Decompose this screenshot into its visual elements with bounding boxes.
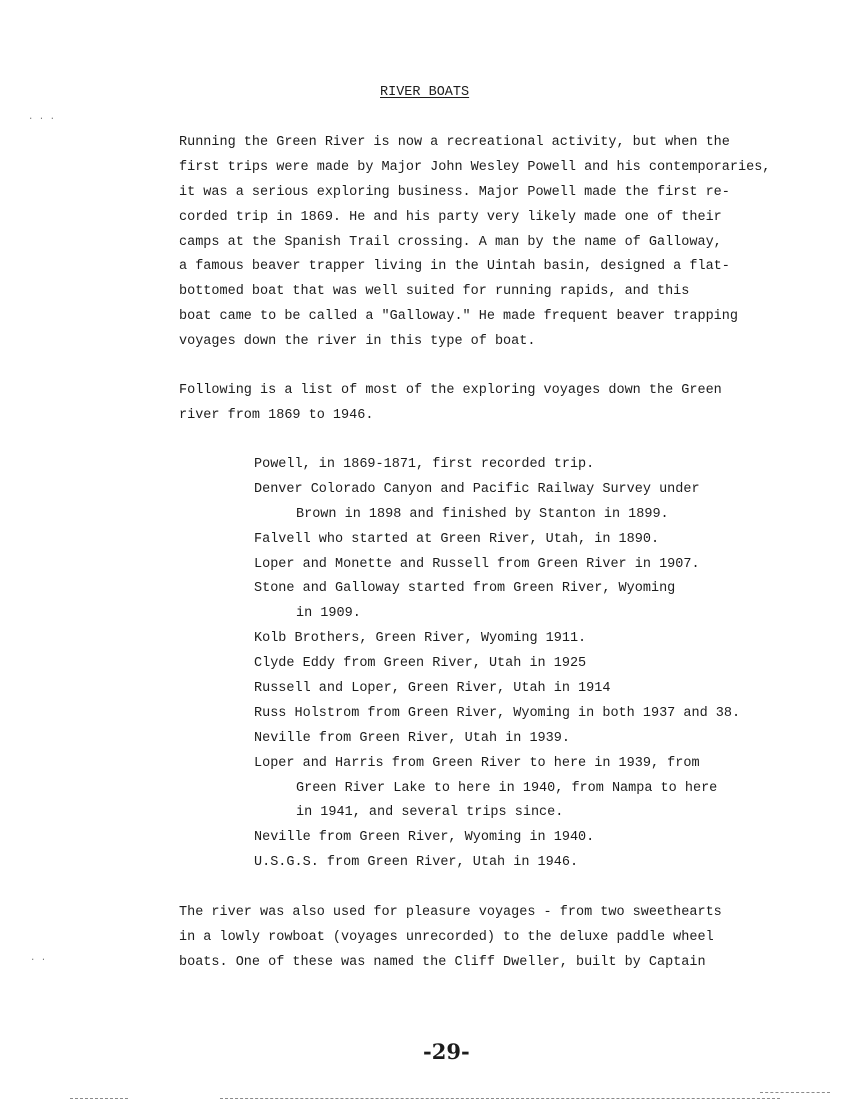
voyage-item: Loper and Monette and Russell from Green River in 1907. — [254, 556, 700, 572]
page-number: -29- — [423, 1039, 470, 1064]
paragraph-line: The river was also used for pleasure voyages - from two sweethearts — [179, 905, 722, 920]
paragraph-pleasure-voyages — [179, 901, 722, 976]
voyage-item: Loper and Harris from Green River to here in 1939, from — [254, 755, 700, 771]
paragraph-line: it was a serious exploring business. Major Powell made the first re- — [179, 184, 730, 200]
scan-edge-line — [70, 1098, 128, 1099]
scan-speck: . . . — [28, 112, 56, 122]
voyage-item: Stone and Galloway started from Green River, Wyoming — [254, 581, 676, 597]
voyage-item: Denver Colorado Canyon and Pacific Railway Survey under — [254, 481, 700, 497]
voyage-item: Neville from Green River, Utah in 1939. — [254, 730, 570, 746]
scan-speck: . . — [30, 953, 47, 963]
paragraph-list-intro — [179, 379, 722, 429]
voyage-item-continued: Brown in 1898 and finished by Stanton in 1899. — [296, 506, 669, 522]
paragraph-line: voyages down the river in this type of boat. — [179, 334, 536, 350]
voyage-item: Russell and Loper, Green River, Utah in 1914 — [254, 681, 611, 697]
paragraph-line: a famous beaver trapper living in the Uintah basin, designed a flat- — [179, 259, 730, 275]
voyage-item-continued: in 1909. — [296, 606, 361, 622]
paragraph-line: in a lowly rowboat (voyages unrecorded) to the deluxe paddle wheel — [179, 929, 714, 945]
paragraph-line: camps at the Spanish Trail crossing. A man by the name of Galloway, — [179, 234, 722, 250]
voyage-item: Powell, in 1869-1871, first recorded trip. — [254, 457, 595, 472]
paragraph-line: bottomed boat that was well suited for running rapids, and this — [179, 284, 690, 300]
paragraph-line: Running the Green River is now a recreational activity, but when the — [179, 135, 730, 150]
voyage-item: U.S.G.S. from Green River, Utah in 1946. — [254, 855, 579, 871]
paragraph-line: corded trip in 1869. He and his party very likely made one of their — [179, 209, 722, 225]
page-title: RIVER BOATS — [380, 85, 470, 100]
voyage-item: Russ Holstrom from Green River, Wyoming in both 1937 and 38. — [254, 705, 741, 721]
scan-edge-line — [220, 1098, 780, 1099]
paragraph-line: boats. One of these was named the Cliff Dweller, built by Captain — [179, 954, 706, 970]
scan-edge-line — [760, 1092, 830, 1093]
voyage-item-continued: Green River Lake to here in 1940, from Nampa to here — [296, 780, 718, 796]
voyage-item: Clyde Eddy from Green River, Utah in 1925 — [254, 656, 587, 672]
paragraph-line: first trips were made by Major John Wesley Powell and his contemporaries, — [179, 159, 771, 175]
paragraph-line: Following is a list of most of the exploring voyages down the Green — [179, 383, 722, 398]
voyage-item: Neville from Green River, Wyoming in 1940. — [254, 830, 595, 846]
paragraph-intro — [179, 131, 770, 355]
voyage-item: Falvell who started at Green River, Utah, in 1890. — [254, 531, 660, 547]
voyage-item-continued: in 1941, and several trips since. — [296, 805, 564, 821]
paragraph-line: boat came to be called a "Galloway." He made frequent beaver trapping — [179, 309, 738, 325]
voyage-list — [254, 453, 740, 876]
paragraph-line: river from 1869 to 1946. — [179, 407, 374, 423]
voyage-item: Kolb Brothers, Green River, Wyoming 1911. — [254, 631, 587, 647]
